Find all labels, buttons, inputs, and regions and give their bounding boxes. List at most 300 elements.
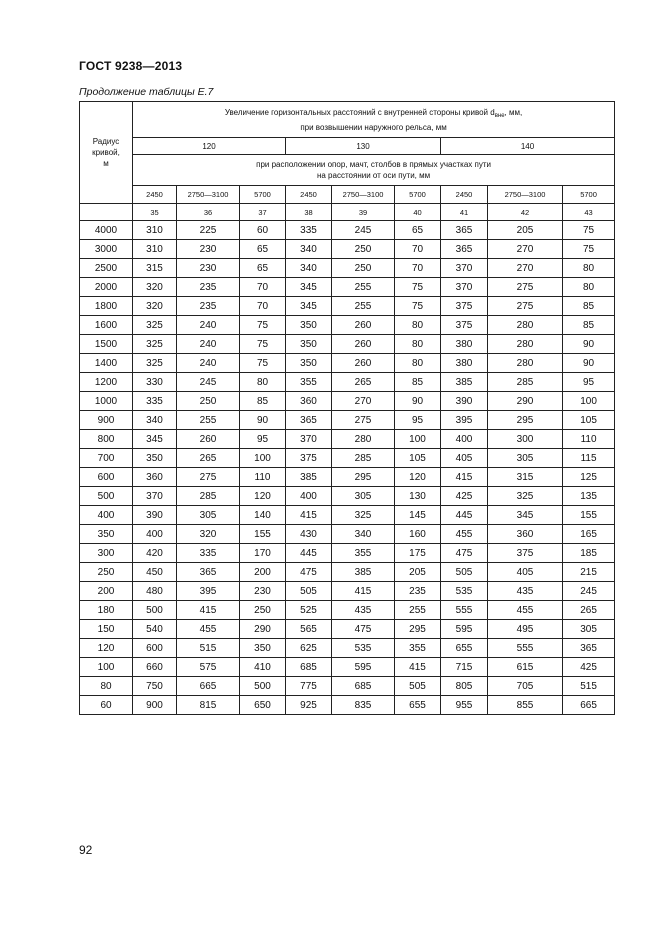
value-cell: 335 [286, 221, 332, 240]
value-cell: 120 [395, 468, 441, 487]
value-cell: 365 [441, 240, 488, 259]
radius-header-line: кривой, [92, 148, 120, 157]
value-cell: 445 [286, 544, 332, 563]
value-cell: 305 [332, 487, 395, 506]
value-cell: 505 [286, 582, 332, 601]
column-number-blank [80, 204, 133, 221]
value-cell: 345 [133, 430, 177, 449]
increase-header-text-end: , мм, [504, 107, 523, 117]
value-cell: 145 [395, 506, 441, 525]
column-number: 35 [133, 204, 177, 221]
radius-header [80, 102, 133, 204]
value-cell: 280 [488, 354, 563, 373]
value-cell: 230 [177, 259, 240, 278]
value-cell: 325 [133, 335, 177, 354]
value-cell: 450 [133, 563, 177, 582]
table-caption: Продолжение таблицы Е.7 [79, 86, 214, 98]
value-cell: 105 [395, 449, 441, 468]
value-cell: 395 [177, 582, 240, 601]
distance-header: 5700 [240, 186, 286, 204]
value-cell: 205 [395, 563, 441, 582]
value-cell: 250 [332, 259, 395, 278]
radius-cell: 100 [80, 658, 133, 677]
value-cell: 90 [240, 411, 286, 430]
value-cell: 85 [395, 373, 441, 392]
value-cell: 415 [332, 582, 395, 601]
distance-header: 2750—3100 [332, 186, 395, 204]
table-row [80, 677, 615, 696]
table-row [80, 696, 615, 715]
value-cell: 715 [441, 658, 488, 677]
value-cell: 325 [133, 316, 177, 335]
value-cell: 135 [563, 487, 615, 506]
value-cell: 270 [332, 392, 395, 411]
value-cell: 280 [488, 316, 563, 335]
radius-cell: 1200 [80, 373, 133, 392]
value-cell: 100 [395, 430, 441, 449]
value-cell: 70 [240, 278, 286, 297]
elevation-header: 130 [286, 138, 441, 155]
value-cell: 85 [240, 392, 286, 411]
value-cell: 245 [177, 373, 240, 392]
value-cell: 595 [441, 620, 488, 639]
value-cell: 125 [563, 468, 615, 487]
value-cell: 75 [240, 316, 286, 335]
value-cell: 290 [240, 620, 286, 639]
value-cell: 420 [133, 544, 177, 563]
value-cell: 925 [286, 696, 332, 715]
value-cell: 80 [395, 316, 441, 335]
value-cell: 280 [488, 335, 563, 354]
value-cell: 595 [332, 658, 395, 677]
value-cell: 355 [395, 639, 441, 658]
value-cell: 295 [395, 620, 441, 639]
value-cell: 250 [332, 240, 395, 259]
value-cell: 155 [563, 506, 615, 525]
value-cell: 200 [240, 563, 286, 582]
value-cell: 365 [441, 221, 488, 240]
value-cell: 275 [332, 411, 395, 430]
value-cell: 285 [332, 449, 395, 468]
value-cell: 445 [441, 506, 488, 525]
table-row [80, 278, 615, 297]
value-cell: 835 [332, 696, 395, 715]
radius-cell: 150 [80, 620, 133, 639]
table-row [80, 373, 615, 392]
distance-header: 5700 [563, 186, 615, 204]
value-cell: 455 [441, 525, 488, 544]
value-cell: 260 [332, 354, 395, 373]
value-cell: 815 [177, 696, 240, 715]
value-cell: 360 [286, 392, 332, 411]
value-cell: 555 [488, 639, 563, 658]
table-row [80, 544, 615, 563]
value-cell: 455 [488, 601, 563, 620]
table-row [80, 468, 615, 487]
value-cell: 260 [332, 335, 395, 354]
value-cell: 685 [286, 658, 332, 677]
value-cell: 415 [441, 468, 488, 487]
value-cell: 495 [488, 620, 563, 639]
value-cell: 955 [441, 696, 488, 715]
page-number: 92 [79, 843, 93, 857]
distance-header: 2450 [286, 186, 332, 204]
increase-header [133, 102, 615, 138]
value-cell: 175 [395, 544, 441, 563]
value-cell: 75 [395, 278, 441, 297]
value-cell: 340 [286, 240, 332, 259]
value-cell: 185 [563, 544, 615, 563]
value-cell: 80 [395, 354, 441, 373]
placement-header [133, 155, 615, 186]
value-cell: 535 [332, 639, 395, 658]
value-cell: 305 [177, 506, 240, 525]
value-cell: 295 [332, 468, 395, 487]
radius-cell: 200 [80, 582, 133, 601]
table-row [80, 335, 615, 354]
value-cell: 85 [563, 297, 615, 316]
value-cell: 170 [240, 544, 286, 563]
table-row [80, 487, 615, 506]
value-cell: 320 [133, 297, 177, 316]
value-cell: 255 [395, 601, 441, 620]
value-cell: 665 [177, 677, 240, 696]
value-cell: 130 [395, 487, 441, 506]
value-cell: 900 [133, 696, 177, 715]
value-cell: 215 [563, 563, 615, 582]
value-cell: 685 [332, 677, 395, 696]
value-cell: 600 [133, 639, 177, 658]
value-cell: 75 [563, 221, 615, 240]
value-cell: 80 [240, 373, 286, 392]
column-number: 41 [441, 204, 488, 221]
radius-cell: 1600 [80, 316, 133, 335]
value-cell: 475 [286, 563, 332, 582]
table-row [80, 297, 615, 316]
value-cell: 535 [441, 582, 488, 601]
value-cell: 260 [177, 430, 240, 449]
value-cell: 110 [563, 430, 615, 449]
radius-cell: 600 [80, 468, 133, 487]
radius-cell: 250 [80, 563, 133, 582]
clearance-table [79, 101, 615, 715]
value-cell: 310 [133, 240, 177, 259]
value-cell: 505 [441, 563, 488, 582]
value-cell: 415 [395, 658, 441, 677]
value-cell: 355 [286, 373, 332, 392]
value-cell: 85 [563, 316, 615, 335]
column-number: 37 [240, 204, 286, 221]
value-cell: 400 [441, 430, 488, 449]
value-cell: 65 [395, 221, 441, 240]
table-row [80, 582, 615, 601]
table-row [80, 240, 615, 259]
value-cell: 275 [488, 297, 563, 316]
value-cell: 345 [488, 506, 563, 525]
value-cell: 240 [177, 335, 240, 354]
value-cell: 245 [332, 221, 395, 240]
value-cell: 385 [286, 468, 332, 487]
table-row [80, 392, 615, 411]
radius-cell: 4000 [80, 221, 133, 240]
value-cell: 500 [240, 677, 286, 696]
value-cell: 350 [133, 449, 177, 468]
value-cell: 70 [395, 240, 441, 259]
value-cell: 250 [240, 601, 286, 620]
value-cell: 335 [133, 392, 177, 411]
value-cell: 325 [133, 354, 177, 373]
value-cell: 280 [332, 430, 395, 449]
value-cell: 375 [441, 297, 488, 316]
value-cell: 105 [563, 411, 615, 430]
value-cell: 475 [332, 620, 395, 639]
column-number: 36 [177, 204, 240, 221]
value-cell: 395 [441, 411, 488, 430]
value-cell: 655 [441, 639, 488, 658]
value-cell: 660 [133, 658, 177, 677]
column-number: 40 [395, 204, 441, 221]
value-cell: 305 [563, 620, 615, 639]
value-cell: 375 [488, 544, 563, 563]
value-cell: 425 [441, 487, 488, 506]
value-cell: 435 [488, 582, 563, 601]
table-row [80, 506, 615, 525]
value-cell: 90 [563, 354, 615, 373]
value-cell: 65 [240, 259, 286, 278]
value-cell: 435 [332, 601, 395, 620]
value-cell: 625 [286, 639, 332, 658]
value-cell: 300 [488, 430, 563, 449]
radius-cell: 3000 [80, 240, 133, 259]
radius-cell: 1000 [80, 392, 133, 411]
value-cell: 310 [133, 221, 177, 240]
value-cell: 75 [240, 354, 286, 373]
radius-cell: 180 [80, 601, 133, 620]
value-cell: 430 [286, 525, 332, 544]
placement-header-line1: при расположении опор, мачт, столбов в прямых участках пути [256, 160, 491, 169]
value-cell: 355 [332, 544, 395, 563]
table-row [80, 221, 615, 240]
value-cell: 285 [488, 373, 563, 392]
value-cell: 295 [488, 411, 563, 430]
elevation-header: 120 [133, 138, 286, 155]
value-cell: 165 [563, 525, 615, 544]
value-cell: 565 [286, 620, 332, 639]
value-cell: 750 [133, 677, 177, 696]
table-row [80, 316, 615, 335]
value-cell: 505 [395, 677, 441, 696]
radius-header-line: Радиус [92, 137, 120, 146]
radius-cell: 2500 [80, 259, 133, 278]
value-cell: 265 [177, 449, 240, 468]
value-cell: 350 [286, 335, 332, 354]
value-cell: 70 [240, 297, 286, 316]
value-cell: 855 [488, 696, 563, 715]
table-row [80, 449, 615, 468]
value-cell: 360 [133, 468, 177, 487]
value-cell: 155 [240, 525, 286, 544]
value-cell: 415 [286, 506, 332, 525]
value-cell: 95 [563, 373, 615, 392]
value-cell: 325 [488, 487, 563, 506]
radius-cell: 800 [80, 430, 133, 449]
value-cell: 100 [240, 449, 286, 468]
radius-cell: 300 [80, 544, 133, 563]
value-cell: 475 [441, 544, 488, 563]
value-cell: 385 [332, 563, 395, 582]
distance-header: 2450 [133, 186, 177, 204]
radius-cell: 700 [80, 449, 133, 468]
value-cell: 250 [177, 392, 240, 411]
table-row [80, 354, 615, 373]
value-cell: 100 [563, 392, 615, 411]
value-cell: 665 [563, 696, 615, 715]
distance-header: 2750—3100 [177, 186, 240, 204]
value-cell: 370 [133, 487, 177, 506]
value-cell: 390 [133, 506, 177, 525]
value-cell: 260 [332, 316, 395, 335]
value-cell: 80 [563, 259, 615, 278]
value-cell: 115 [563, 449, 615, 468]
value-cell: 365 [177, 563, 240, 582]
value-cell: 400 [133, 525, 177, 544]
table-row [80, 620, 615, 639]
value-cell: 95 [240, 430, 286, 449]
table-row [80, 601, 615, 620]
value-cell: 380 [441, 335, 488, 354]
value-cell: 240 [177, 354, 240, 373]
value-cell: 255 [177, 411, 240, 430]
value-cell: 305 [488, 449, 563, 468]
value-cell: 655 [395, 696, 441, 715]
value-cell: 235 [177, 297, 240, 316]
value-cell: 515 [563, 677, 615, 696]
value-cell: 525 [286, 601, 332, 620]
value-cell: 290 [488, 392, 563, 411]
value-cell: 80 [395, 335, 441, 354]
radius-cell: 120 [80, 639, 133, 658]
table-row [80, 259, 615, 278]
value-cell: 240 [177, 316, 240, 335]
value-cell: 365 [286, 411, 332, 430]
value-cell: 315 [133, 259, 177, 278]
value-cell: 370 [441, 278, 488, 297]
value-cell: 805 [441, 677, 488, 696]
value-cell: 70 [395, 259, 441, 278]
radius-cell: 900 [80, 411, 133, 430]
value-cell: 340 [133, 411, 177, 430]
value-cell: 540 [133, 620, 177, 639]
value-cell: 95 [395, 411, 441, 430]
table-row [80, 563, 615, 582]
value-cell: 375 [441, 316, 488, 335]
value-cell: 80 [563, 278, 615, 297]
value-cell: 575 [177, 658, 240, 677]
value-cell: 480 [133, 582, 177, 601]
value-cell: 275 [177, 468, 240, 487]
value-cell: 455 [177, 620, 240, 639]
radius-cell: 2000 [80, 278, 133, 297]
value-cell: 345 [286, 278, 332, 297]
value-cell: 255 [332, 297, 395, 316]
column-number: 38 [286, 204, 332, 221]
value-cell: 265 [332, 373, 395, 392]
value-cell: 375 [286, 449, 332, 468]
radius-cell: 350 [80, 525, 133, 544]
value-cell: 75 [563, 240, 615, 259]
value-cell: 90 [395, 392, 441, 411]
value-cell: 345 [286, 297, 332, 316]
value-cell: 315 [488, 468, 563, 487]
column-number: 42 [488, 204, 563, 221]
value-cell: 650 [240, 696, 286, 715]
value-cell: 350 [286, 354, 332, 373]
table-row [80, 430, 615, 449]
increase-header-text: Увеличение горизонтальных расстояний с внутренней стороны кривой d [224, 107, 495, 117]
value-cell: 320 [133, 278, 177, 297]
placement-header-line2: на расстоянии от оси пути, мм [316, 171, 431, 180]
value-cell: 390 [441, 392, 488, 411]
value-cell: 500 [133, 601, 177, 620]
value-cell: 75 [395, 297, 441, 316]
value-cell: 205 [488, 221, 563, 240]
value-cell: 705 [488, 677, 563, 696]
value-cell: 325 [332, 506, 395, 525]
value-cell: 285 [177, 487, 240, 506]
value-cell: 340 [286, 259, 332, 278]
value-cell: 75 [240, 335, 286, 354]
value-cell: 385 [441, 373, 488, 392]
value-cell: 350 [286, 316, 332, 335]
radius-cell: 1400 [80, 354, 133, 373]
value-cell: 370 [441, 259, 488, 278]
table-row [80, 639, 615, 658]
value-cell: 230 [177, 240, 240, 259]
value-cell: 160 [395, 525, 441, 544]
value-cell: 555 [441, 601, 488, 620]
value-cell: 235 [395, 582, 441, 601]
value-cell: 245 [563, 582, 615, 601]
value-cell: 360 [488, 525, 563, 544]
distance-header: 2450 [441, 186, 488, 204]
radius-cell: 1800 [80, 297, 133, 316]
value-cell: 775 [286, 677, 332, 696]
value-cell: 90 [563, 335, 615, 354]
radius-cell: 400 [80, 506, 133, 525]
value-cell: 60 [240, 221, 286, 240]
value-cell: 225 [177, 221, 240, 240]
table-row [80, 525, 615, 544]
value-cell: 320 [177, 525, 240, 544]
value-cell: 235 [177, 278, 240, 297]
document-title: ГОСТ 9238—2013 [79, 59, 183, 73]
value-cell: 335 [177, 544, 240, 563]
value-cell: 340 [332, 525, 395, 544]
value-cell: 110 [240, 468, 286, 487]
value-cell: 410 [240, 658, 286, 677]
increase-header-subscript: вне [494, 112, 505, 119]
value-cell: 255 [332, 278, 395, 297]
radius-cell: 500 [80, 487, 133, 506]
value-cell: 270 [488, 259, 563, 278]
value-cell: 380 [441, 354, 488, 373]
radius-cell: 60 [80, 696, 133, 715]
value-cell: 365 [563, 639, 615, 658]
value-cell: 615 [488, 658, 563, 677]
value-cell: 120 [240, 487, 286, 506]
table-row [80, 658, 615, 677]
column-number: 39 [332, 204, 395, 221]
